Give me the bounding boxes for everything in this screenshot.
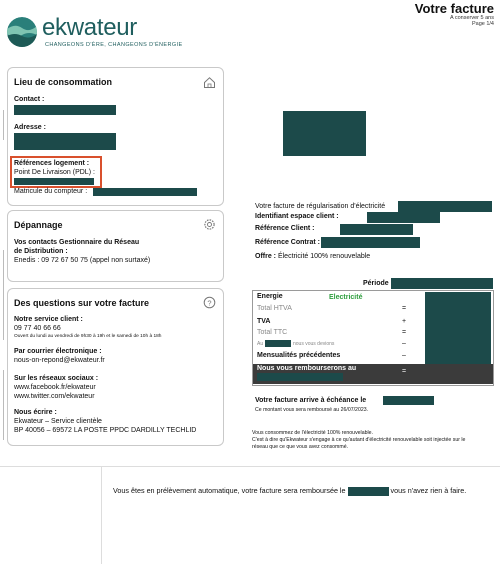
questions-box (7, 288, 224, 446)
period-redacted (391, 278, 493, 289)
client-space-label: Identifiant espace client : (255, 213, 339, 220)
op-total-ttc: = (402, 329, 407, 336)
questions-title: Des questions sur votre facture (14, 298, 150, 308)
client-space-redacted (367, 212, 440, 223)
facebook-link[interactable]: www.facebook.fr/ekwateur (14, 384, 96, 391)
offer-value: Électricité 100% renouvelable (277, 253, 371, 260)
twitter-link[interactable]: www.twitter.com/ekwateur (14, 393, 95, 400)
meter-redacted (93, 188, 197, 196)
op-mensualites: – (402, 352, 406, 359)
due-note: Ce montant vous sera remboursé au 26/07/2023. (255, 407, 369, 413)
address-redacted (14, 133, 116, 150)
left-edge-legal-text (1, 70, 6, 450)
regularisation-label: Votre facture de régularisation d'électricité (255, 203, 386, 210)
contract-ref-label: Référence Contrat : (255, 239, 320, 246)
contact-redacted (14, 105, 116, 115)
refs-label: Références logement : (14, 160, 90, 167)
consumption-title: Lieu de consommation (14, 77, 113, 87)
row-tva: TVA (257, 318, 271, 325)
offer-line (255, 253, 370, 260)
brand-tagline: CHANGEONS D'ÈRE, CHANGEONS D'ÉNERGIE (45, 42, 183, 48)
service-phone: 09 77 40 66 66 (14, 325, 61, 332)
footer-divider (0, 466, 500, 467)
contract-ref-redacted (321, 237, 420, 248)
footer-date-redacted (348, 487, 389, 496)
op-total-htva: = (402, 305, 407, 312)
mail-line2: BP 40056 – 69572 LA POSTE PPDC DARDILLY TECHLID (14, 427, 197, 434)
email-link[interactable]: nous-on-repond@ekwateur.fr (14, 357, 105, 364)
period-label: Période (363, 280, 389, 287)
footer-message (113, 486, 466, 496)
row-au: Au (257, 341, 264, 347)
refund-date-redacted (257, 373, 343, 381)
due-label: Votre facture arrive à échéance le (255, 397, 367, 404)
invoice-title: Votre facture (414, 1, 494, 16)
pdl-redacted (14, 178, 94, 185)
contact-label: Contact : (14, 96, 45, 103)
renewable-line3: réseau que ce que vous avez consommé. (252, 444, 349, 450)
svg-text:?: ? (207, 298, 212, 308)
pdl-label: Point De Livraison (PDL) : (14, 169, 95, 176)
address-block-redacted (283, 111, 366, 156)
regularisation-redacted (398, 201, 492, 212)
address-label: Adresse : (14, 124, 46, 131)
client-ref-redacted (340, 224, 413, 235)
social-label: Sur les réseaux sociaux : (14, 375, 99, 382)
footer-text-after: vous n'avez rien à faire. (390, 486, 467, 495)
au-date-redacted (265, 340, 291, 347)
gear-icon (203, 218, 216, 231)
repair-line1: Vos contacts Gestionnaire du Réseau (14, 239, 140, 246)
question-icon (203, 296, 216, 309)
ekwateur-logo (7, 14, 183, 50)
repair-title: Dépannage (14, 220, 63, 230)
home-icon (203, 76, 216, 89)
row-total-ttc: Total TTC (257, 329, 288, 336)
op-refund: = (402, 368, 407, 375)
op-au: – (402, 340, 406, 347)
repair-box (7, 210, 224, 282)
logo-mark-icon (7, 17, 37, 47)
op-tva: + (402, 318, 407, 325)
offer-label: Offre : (255, 253, 276, 260)
row-refund: Nous vous rembourserons au (257, 365, 357, 372)
renewable-line1: Vous consommez de l'électricité 100% renouvelable. (252, 430, 373, 436)
email-label: Par courrier électronique : (14, 348, 102, 355)
mail-label: Nous écrire : (14, 409, 57, 416)
page-number: Page 1/4 (471, 21, 494, 27)
row-mensualites: Mensualités précédentes (257, 352, 341, 359)
client-ref-label: Référence Client : (255, 225, 315, 232)
meter-label: Matricule du compteur : (14, 188, 88, 195)
row-au-note: nous vous devions (293, 341, 335, 347)
energy-label: Energie (257, 293, 283, 300)
service-label: Notre service client : (14, 316, 83, 323)
service-hours: Ouvert du lundi au vendredi de 9h30 à 19h et le samedi de 10h à 18h (14, 334, 162, 339)
energy-value: Electricité (329, 294, 363, 301)
due-date-redacted (383, 396, 434, 405)
renewable-line2: C'est à dire qu'Ekwateur s'engage à ce qu'autant d'électricité renouvelable soit injectée sur le (252, 437, 466, 443)
mail-line1: Ekwateur – Service clientèle (14, 418, 102, 425)
keep-notice: A conserver 5 ans (449, 15, 494, 21)
consumption-box (7, 67, 224, 206)
enedis-phone: Enedis : 09 72 67 50 75 (appel non surtaxé) (14, 257, 151, 264)
footer-text-before: Vous êtes en prélèvement automatique, votre facture sera remboursée le (113, 486, 346, 495)
brand-name: ekwateur (42, 14, 137, 41)
footer-vertical-divider (101, 466, 102, 564)
repair-line2: de Distribution : (14, 248, 68, 255)
row-total-htva: Total HTVA (257, 305, 292, 312)
